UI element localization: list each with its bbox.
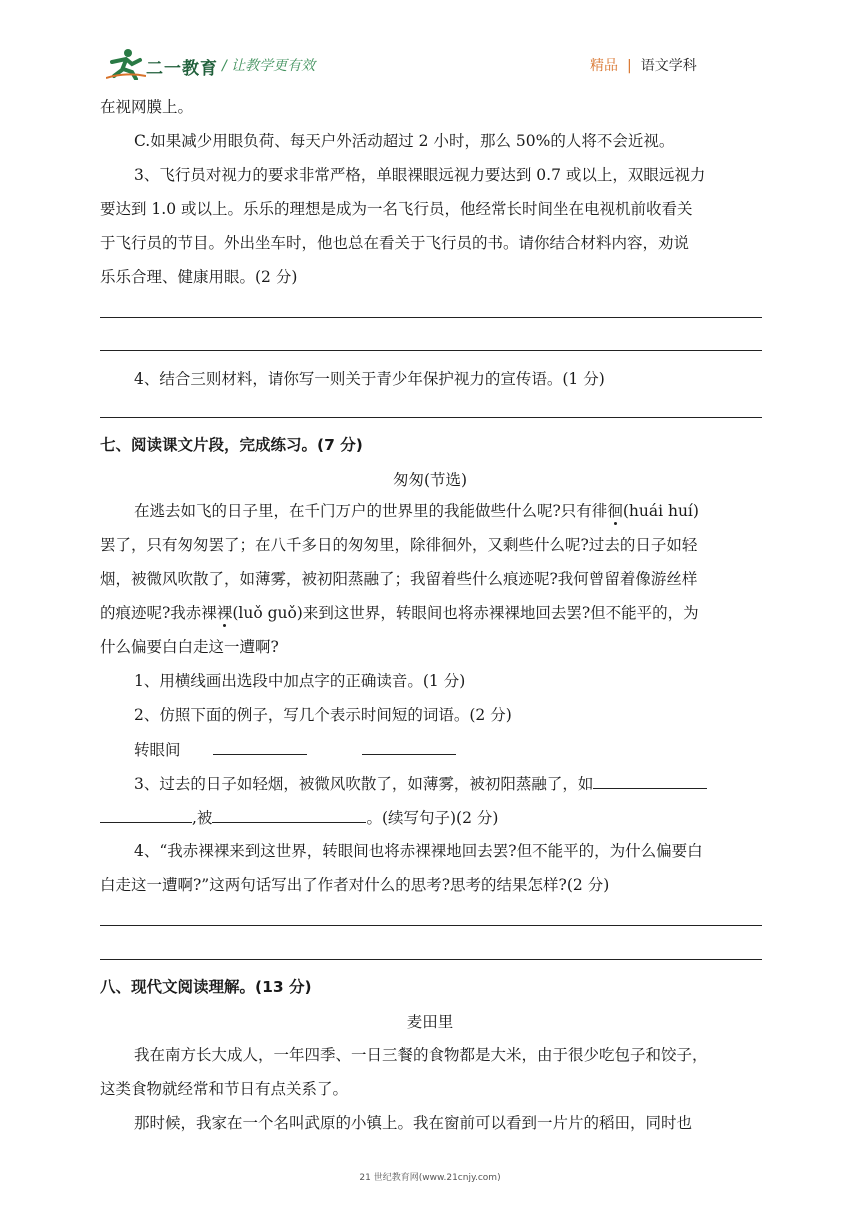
subject-badge [590,55,697,75]
question-1: 1、用横线画出选段中加点字的正确读音。(1 分) [134,672,466,690]
passage-text: 的痕迹呢?我赤裸 [100,604,217,622]
badge-quality: 精品 [590,58,618,74]
passage-line-3: 那时候，我家在一个名叫武原的小镇上。我在窗前可以看到一片片的稻田，同时也 [134,1114,693,1132]
passage-line-1 [134,500,796,522]
badge-separator: | [627,58,632,74]
answer-line[interactable] [100,959,762,960]
answer-line[interactable] [100,350,762,351]
logo-text: 二一教育 [146,59,218,79]
question-4: 4、结合三则材料，请你写一则关于青少年保护视力的宣传语。(1 分) [134,370,605,388]
example-word: 转眼间 [134,741,181,759]
answer-line[interactable] [100,925,762,926]
answer-blank[interactable] [213,738,307,755]
answer-blank[interactable] [362,738,456,755]
answer-blank[interactable] [593,772,707,789]
question-3-line-1: 3、飞行员对视力的要求非常严格，单眼裸眼远视力要达到 0.7 或以上，双眼远视力 [134,166,706,184]
question-2-example [134,738,796,761]
pinyin-options: (luǒ guǒ)来到这世界，转眼间也将赤裸裸地回去罢?但不能平的，为 [232,604,699,622]
passage-line-2: 这类食物就经常和节日有点关系了。 [100,1080,349,1098]
badge-subject: 语文学科 [640,58,697,74]
passage-line-1: 我在南方长大成人，一年四季、一日三餐的食物都是大米，由于很少吃包子和饺子， [134,1046,708,1064]
question-4-line-2: 白走这一遭啊?”这两句话写出了作者对什么的思考?思考的结果怎样?(2 分) [100,876,610,894]
slogan: / 让教学更有效 [222,58,316,74]
answer-blank[interactable] [212,806,366,823]
question-3-line-1 [134,772,796,795]
dotted-char: 徊 [607,502,623,520]
question-3-line-4: 乐乐合理、健康用眼。(2 分) [100,268,298,286]
question-3-line-3: 于飞行员的节目。外出坐车时，他也总在看关于飞行员的书。请你结合材料内容，劝说 [100,234,690,252]
question-4-line-1: 4、“我赤裸裸来到这世界，转眼间也将赤裸裸地回去罢?但不能平的，为什么偏要白 [134,842,703,860]
runner-logo-icon [106,48,146,80]
dotted-char: 裸 [216,604,233,622]
question-2: 2、仿照下面的例子，写几个表示时间短的词语。(2 分) [134,706,512,724]
answer-line[interactable] [100,317,762,318]
text-line: 在视网膜上。 [100,98,194,116]
question-text: 3、过去的日子如轻烟，被微风吹散了，如薄雾，被初阳蒸融了，如 [134,775,594,793]
passage-line-5: 什么偏要白白走这一遭啊? [100,638,279,656]
logo [106,48,226,82]
passage-title: 麦田里 [406,1013,454,1031]
passage-line-3: 烟，被微风吹散了，如薄雾，被初阳蒸融了；我留着些什么痕迹呢?我何曾留着像游丝样 [100,570,698,588]
question-3-line-2 [100,806,762,829]
answer-blank[interactable] [100,806,192,823]
passage-line-4 [100,602,762,624]
option-c: C.如果减少用眼负荷、每天户外活动超过 2 小时，那么 50%的人将不会近视。 [134,132,675,150]
passage-title: 匆匆(节选) [392,471,468,489]
pinyin-options: (huái huí) [622,502,699,520]
passage-line-2: 罢了，只有匆匆罢了；在八千多日的匆匆里，除徘徊外，又剩些什么呢?过去的日子如轻 [100,536,698,554]
answer-line[interactable] [100,417,762,418]
question-3-line-2: 要达到 1.0 或以上。乐乐的理想是成为一名飞行员，他经常长时间坐在电视机前收看关 [100,200,693,218]
question-text: ,被 [192,809,213,827]
passage-text: 在逃去如飞的日子里，在千门万户的世界里的我能做些什么呢?只有徘 [134,502,608,520]
question-text: 。(续写句子)(2 分) [366,809,499,827]
section-7-heading: 七、阅读课文片段，完成练习。(7 分) [100,436,363,454]
section-8-heading: 八、现代文阅读理解。(13 分) [100,978,312,996]
page-header [0,0,860,88]
page-footer: 21 世纪教育网(www.21cnjy.com) [359,1173,501,1183]
